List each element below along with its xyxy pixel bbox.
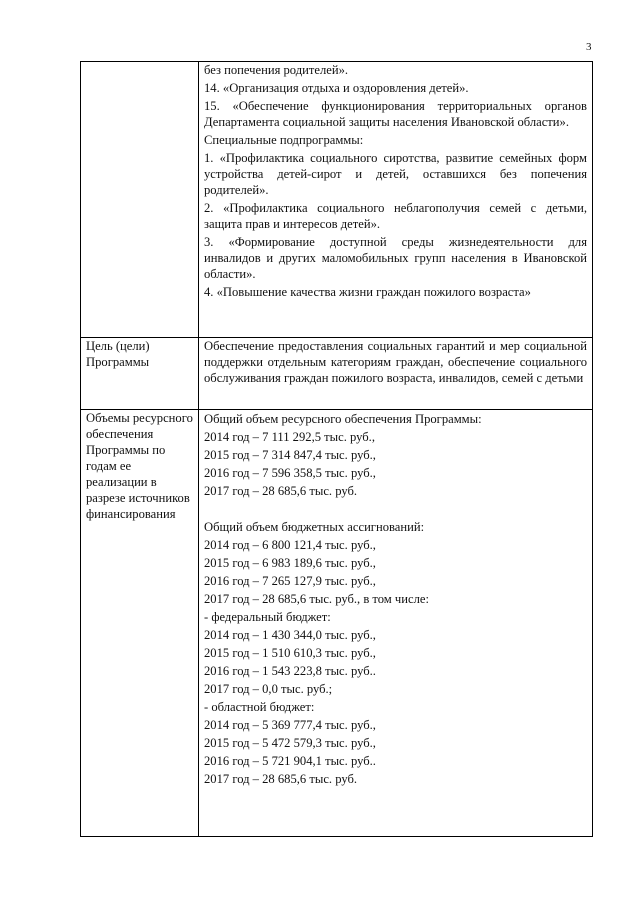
total-resource-line: 2015 год – 7 314 847,4 тыс. руб.,	[204, 448, 376, 462]
page-number: 3	[586, 41, 592, 53]
subprograms-cell	[199, 62, 593, 338]
subprogram-text: 3. «Формирование доступной среды жизнедеятельности для инвалидов и других маломобильных групп населения в Ивановской области».	[204, 235, 587, 281]
budget-line: 2017 год – 28 685,6 тыс. руб., в том числе:	[204, 592, 429, 606]
regional-line: 2014 год – 5 369 777,4 тыс. руб.,	[204, 718, 376, 732]
federal-line: 2016 год – 1 543 223,8 тыс. руб..	[204, 664, 376, 678]
total-resource-heading: Общий объем ресурсного обеспечения Программы:	[204, 412, 482, 426]
federal-line: 2014 год – 1 430 344,0 тыс. руб.,	[204, 628, 376, 642]
regional-line: 2017 год – 28 685,6 тыс. руб.	[204, 772, 358, 786]
goal-label: Цель (цели) Программы	[81, 338, 199, 410]
subprogram-text: 14. «Организация отдыха и оздоровления детей».	[204, 81, 469, 95]
financing-label: Объемы ресурсного обеспечения Программы по годам ее реализации в разрезе источников финансирования	[81, 410, 199, 837]
spacer	[204, 500, 587, 518]
subprogram-text: 4. «Повышение качества жизни граждан пожилого возраста»	[204, 285, 531, 299]
subprograms-label-cell	[81, 62, 199, 338]
goal-row	[81, 338, 593, 410]
federal-line: 2017 год – 0,0 тыс. руб.;	[204, 682, 333, 696]
budget-line: 2016 год – 7 265 127,9 тыс. руб.,	[204, 574, 376, 588]
budget-line: 2015 год – 6 983 189,6 тыс. руб.,	[204, 556, 376, 570]
special-subprograms-heading: Специальные подпрограммы:	[204, 133, 364, 147]
federal-heading: - федеральный бюджет:	[204, 610, 331, 624]
program-passport-table	[80, 61, 593, 837]
financing-cell	[199, 410, 593, 837]
total-resource-line: 2016 год – 7 596 358,5 тыс. руб.,	[204, 466, 376, 480]
goal-text: Обеспечение предоставления социальных гарантий и мер социальной поддержки отдельным категориям граждан, обеспечение социального обслуживания граждан пожилого возраста, инвалидов, семей с детьми	[199, 338, 593, 410]
subprogram-text: 15. «Обеспечение функционирования территориальных органов Департамента социальной защиты населения Ивановской области».	[204, 99, 587, 129]
subprograms-row	[81, 62, 593, 338]
subprogram-text: без попечения родителей».	[204, 63, 349, 77]
financing-row	[81, 410, 593, 837]
total-resource-line: 2017 год – 28 685,6 тыс. руб.	[204, 484, 358, 498]
budget-line: 2014 год – 6 800 121,4 тыс. руб.,	[204, 538, 376, 552]
regional-heading: - областной бюджет:	[204, 700, 315, 714]
total-resource-line: 2014 год – 7 111 292,5 тыс. руб.,	[204, 430, 375, 444]
subprogram-text: 2. «Профилактика социального неблагополучия семей с детьми, защита прав и интересов детей».	[204, 201, 587, 231]
regional-line: 2016 год – 5 721 904,1 тыс. руб..	[204, 754, 376, 768]
subprogram-text: 1. «Профилактика социального сиротства, развитие семейных форм устройства детей-сирот и детей, оставшихся без попечения родителей».	[204, 151, 587, 197]
budget-heading: Общий объем бюджетных ассигнований:	[204, 520, 425, 534]
federal-line: 2015 год – 1 510 610,3 тыс. руб.,	[204, 646, 376, 660]
regional-line: 2015 год – 5 472 579,3 тыс. руб.,	[204, 736, 376, 750]
